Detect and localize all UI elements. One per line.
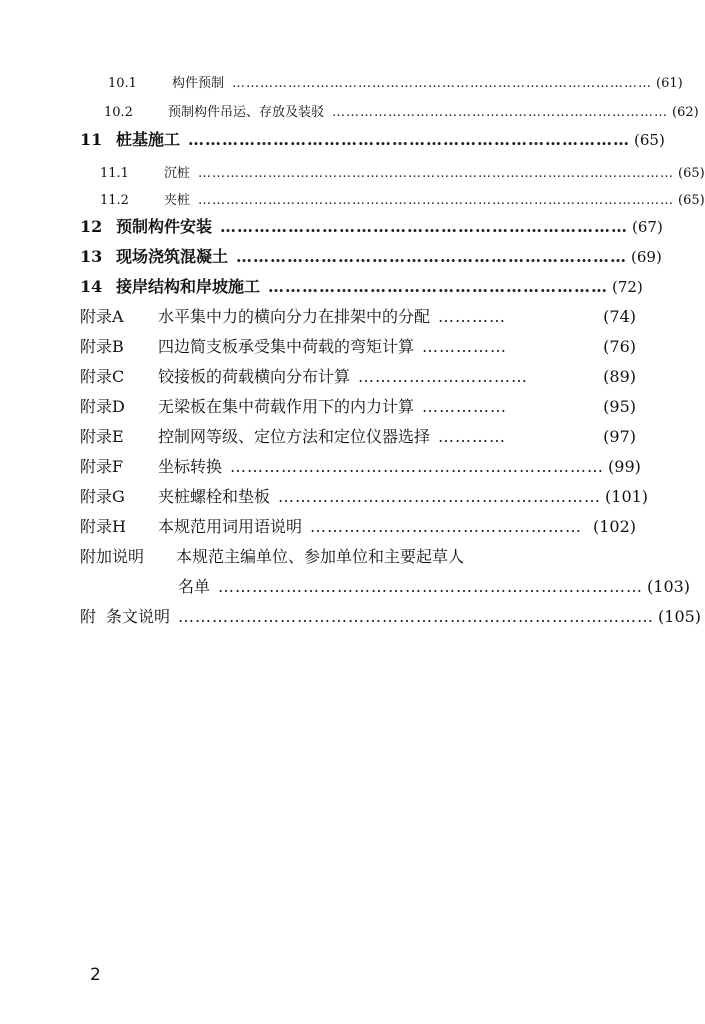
toc-entry-12[interactable] — [80, 214, 663, 237]
toc-leader-dots: ………………………… — [358, 367, 529, 386]
toc-entry-number: 附录G — [80, 487, 125, 506]
toc-entry-appendix-a[interactable] — [80, 304, 636, 327]
toc-entry-title: 铰接板的荷载横向分布计算 — [158, 367, 351, 386]
toc-entry-title: 沉桩 — [164, 166, 191, 181]
toc-entry-page: (72) — [612, 278, 643, 296]
toc-entry-page: (76) — [603, 337, 636, 356]
toc-entry-appendix-g[interactable] — [80, 484, 649, 507]
toc-leader-dots: …………………………………………………………………… — [188, 130, 631, 149]
toc-entry-page: (105) — [658, 607, 702, 626]
toc-entry-11-2[interactable] — [100, 189, 705, 208]
toc-entry-page: (69) — [631, 248, 662, 266]
toc-entry-page: (61) — [656, 76, 683, 91]
toc-entry-number: 附录A — [80, 307, 124, 326]
toc-entry-number: 10.1 — [108, 76, 137, 91]
toc-entry-appendix-h[interactable] — [80, 514, 636, 537]
toc-leader-dots: ……………………………………………………………… — [332, 105, 669, 120]
toc-entry-title: 桩基施工 — [116, 130, 181, 149]
toc-leader-dots: ………………………………………… — [310, 517, 583, 536]
toc-leader-dots: ………………………………………………… — [278, 487, 602, 506]
toc-entry-additional-notes-cont[interactable] — [178, 574, 691, 597]
toc-entry-number: 附录C — [80, 367, 125, 386]
toc-entry-page: (102) — [592, 517, 636, 536]
toc-leader-dots: …………… — [422, 397, 508, 416]
toc-entry-page: (65) — [634, 131, 665, 149]
toc-entry-page: (65) — [678, 166, 705, 181]
toc-leader-dots: …………… — [422, 337, 508, 356]
toc-entry-number: 附录D — [80, 397, 125, 416]
toc-entry-title: 水平集中力的横向分力在排架中的分配 — [158, 307, 431, 326]
toc-entry-page: (89) — [603, 367, 636, 386]
toc-entry-appendix-f[interactable] — [80, 454, 641, 477]
toc-entry-page: (67) — [632, 218, 663, 236]
toc-leader-dots: ………………………………………………………………… — [218, 577, 644, 596]
toc-entry-11-1[interactable] — [100, 162, 705, 181]
toc-entry-article-explanation[interactable] — [80, 604, 702, 627]
toc-entry-title: 控制网等级、定位方法和定位仪器选择 — [158, 427, 431, 446]
toc-entry-number: 附加说明 — [80, 547, 145, 566]
toc-entry-title: 四边简支板承受集中荷载的弯矩计算 — [158, 337, 415, 356]
toc-entry-11[interactable] — [80, 127, 665, 150]
toc-entry-page: (74) — [603, 307, 636, 326]
toc-entry-14[interactable] — [80, 274, 643, 297]
toc-entry-appendix-e[interactable] — [80, 424, 636, 447]
toc-entry-title: 坐标转换 — [158, 457, 223, 476]
toc-entry-page: (99) — [608, 457, 641, 476]
toc-entry-title: 接岸结构和岸坡施工 — [116, 277, 261, 296]
toc-entry-number: 11.1 — [100, 166, 129, 181]
toc-entry-title: 夹桩 — [164, 193, 191, 208]
toc-leader-dots: ………………………………………………………………………………………… — [198, 193, 675, 208]
toc-entry-number: 13 — [80, 247, 103, 266]
toc-entry-page: (62) — [672, 105, 699, 120]
toc-entry-appendix-b[interactable] — [80, 334, 636, 357]
toc-entry-title: 条文说明 — [106, 607, 171, 626]
toc-entry-number: 附录H — [80, 517, 126, 536]
toc-leader-dots: ……………………………………………………………………………… — [232, 76, 653, 91]
toc-leader-dots: …………………………………………………………… — [236, 247, 628, 266]
toc-entry-additional-notes[interactable] — [80, 544, 550, 567]
toc-entry-number: 附录B — [80, 337, 124, 356]
toc-entry-title: 本规范用词用语说明 — [158, 517, 303, 536]
toc-entry-title: 无梁板在集中荷载作用下的内力计算 — [158, 397, 415, 416]
toc-leader-dots: ………… — [438, 307, 507, 326]
page-number: 2 — [90, 965, 101, 985]
toc-entry-appendix-d[interactable] — [80, 394, 636, 417]
toc-entry-13[interactable] — [80, 244, 662, 267]
toc-entry-10-1[interactable] — [108, 72, 683, 91]
toc-entry-10-2[interactable] — [104, 101, 699, 120]
toc-entry-number: 12 — [80, 217, 103, 236]
toc-entry-page: (65) — [678, 193, 705, 208]
toc-entry-page: (101) — [605, 487, 649, 506]
toc-entry-page: (97) — [603, 427, 636, 446]
toc-entry-title: 名单 — [178, 577, 211, 596]
toc-entry-title: 本规范主编单位、参加单位和主要起草人 — [176, 547, 465, 566]
toc-leader-dots: ……………………………………………………………… — [220, 217, 629, 236]
toc-entry-number: 附录F — [80, 457, 124, 476]
toc-entry-number: 10.2 — [104, 105, 133, 120]
toc-leader-dots: …………………………………………………… — [268, 277, 609, 296]
toc-entry-title: 预制构件吊运、存放及装驳 — [168, 105, 325, 120]
toc-entry-number: 11 — [80, 130, 103, 149]
toc-entry-title: 夹桩螺栓和垫板 — [158, 487, 271, 506]
toc-leader-dots: ………………………………………………………… — [230, 457, 605, 476]
toc-entry-page: (103) — [647, 577, 691, 596]
toc-entry-number: 附录E — [80, 427, 124, 446]
toc-entry-appendix-c[interactable] — [80, 364, 636, 387]
toc-entry-number: 附 — [80, 607, 97, 626]
toc-leader-dots: ………………………………………………………………………… — [178, 607, 655, 626]
toc-leader-dots: ………………………………………………………………………………………… — [198, 166, 675, 181]
toc-entry-page: (95) — [603, 397, 636, 416]
toc-leader-dots: ………… — [438, 427, 507, 446]
toc-entry-number: 11.2 — [100, 193, 129, 208]
toc-entry-title: 构件预制 — [172, 76, 225, 91]
toc-entry-title: 预制构件安装 — [116, 217, 213, 236]
toc-entry-title: 现场浇筑混凝土 — [116, 247, 229, 266]
toc-entry-number: 14 — [80, 277, 103, 296]
